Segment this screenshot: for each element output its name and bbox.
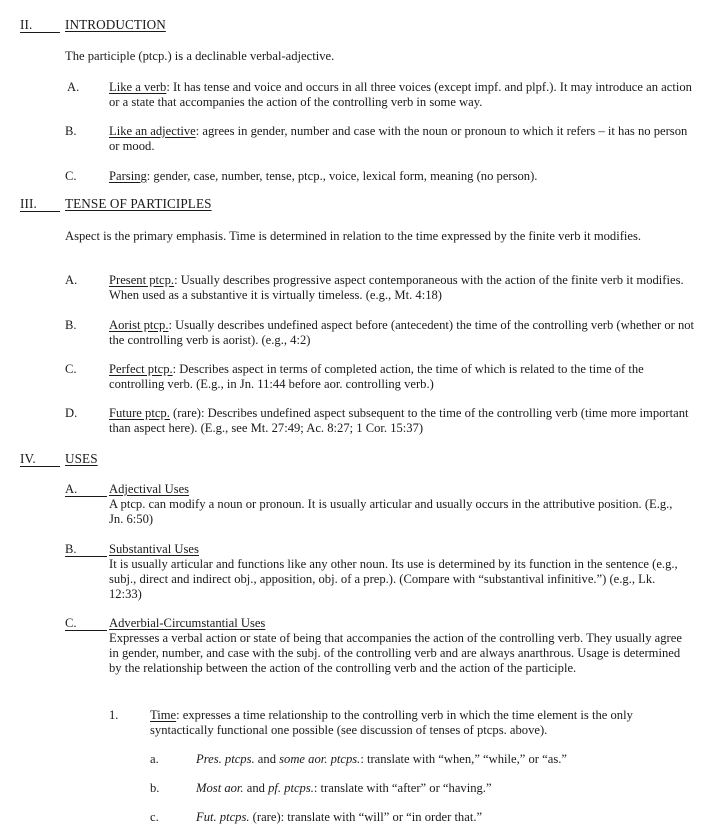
term: Time xyxy=(150,708,177,722)
rest: : translate with “after” or “having.” xyxy=(313,781,492,795)
section-4-item-c-letter-rule xyxy=(65,616,107,631)
section-2-title: INTRODUCTION xyxy=(65,17,166,32)
lead: Pres. ptcps. xyxy=(196,752,255,766)
section-3-item-c xyxy=(109,362,699,392)
section-4-item-b-heading: Substantival Uses xyxy=(109,542,199,556)
definition: : It has tense and voice and occurs in all three voices (except impf. and plpf.). It may introduce an action or a state that accompanies the action of the controlling verb in some way. xyxy=(109,80,692,109)
section-4-item-a-text: A ptcp. can modify a noun or pronoun. It is usually articular and usually occurs in the attributive position. (E.g., Jn. 6:50) xyxy=(109,497,673,526)
definition: : gender, case, number, tense, ptcp., voice, lexical form, meaning (no person). xyxy=(146,169,538,183)
definition: : Describes aspect in terms of completed action, the time of which is related to the time of the controlling verb. (E.g., in Jn. 11:44 before aor. controlling verb.) xyxy=(109,362,644,391)
section-4-item-a-letter: A. xyxy=(65,482,78,496)
section-2-number-rule xyxy=(20,17,60,33)
mid-italic: some aor. ptcps. xyxy=(279,752,361,766)
mid: and xyxy=(254,752,280,766)
lead: Fut. ptcps. xyxy=(196,810,250,824)
section-3-number-rule xyxy=(20,196,60,212)
term: Like an adjective xyxy=(109,124,196,138)
section-2-item-a-letter: A. xyxy=(67,80,80,94)
section-4-number-rule xyxy=(20,451,60,467)
section-2-item-b xyxy=(109,124,694,154)
term: Parsing xyxy=(109,169,147,183)
lead: Most aor. xyxy=(196,781,244,795)
subitem-b xyxy=(196,781,492,796)
section-4-item-b-text: It is usually articular and functions like any other noun. Its use is determined by its function in the sentence (e.g., subj., direct and indirect obj., apposition, obj. of a prep.). (Compare with “substantival infinitive.”) (e.g., Lk. 12:33) xyxy=(109,557,678,601)
section-3-item-a xyxy=(109,273,699,303)
mid-italic: pf. ptcps. xyxy=(268,781,314,795)
subitem-a xyxy=(196,752,567,767)
rest: (rare): translate with “will” or “in order that.” xyxy=(249,810,483,824)
definition: : agrees in gender, number and case with the noun or pronoun to which it refers – it has no person or mood. xyxy=(109,124,688,153)
mid: and xyxy=(243,781,269,795)
definition: : Usually describes progressive aspect contemporaneous with the action of the finite verb it modifies. When used as a substantive it is virtually timeless. (e.g., Mt. 4:18) xyxy=(109,273,684,302)
term: Perfect ptcp. xyxy=(109,362,173,376)
section-3-intro: Aspect is the primary emphasis. Time is determined in relation to the time expressed by the finite verb it modifies. xyxy=(65,229,642,243)
term: Future ptcp. xyxy=(109,406,170,420)
section-4-item-a-letter-rule xyxy=(65,482,107,497)
section-4-item-c-heading: Adverbial-Circumstantial Uses xyxy=(109,616,266,630)
term: Like a verb xyxy=(109,80,167,94)
section-3-title: TENSE OF PARTICIPLES xyxy=(65,196,212,211)
subitem-a-letter: a. xyxy=(150,752,159,766)
definition: : Usually describes undefined aspect before (antecedent) the time of the controlling verb (whether or not the controlling verb is aorist). (e.g., 4:2) xyxy=(109,318,695,347)
section-3-item-b-letter: B. xyxy=(65,318,77,332)
section-4-item-c-text: Expresses a verbal action or state of being that accompanies the action of the controlling verb. They usually agree in gender, number, and case with the subj. of the controlling verb and are always anarthrous. Usage is determined by the relationship between the action of the controlling verb and the action of the participle. xyxy=(109,631,682,675)
section-4-item-a-heading: Adjectival Uses xyxy=(109,482,190,496)
section-4-item-c-letter: C. xyxy=(65,616,77,630)
term: Present ptcp. xyxy=(109,273,175,287)
section-3-number: III. xyxy=(20,196,37,211)
rest: : translate with “when,” “while,” or “as.” xyxy=(360,752,567,766)
subitem-c xyxy=(196,810,482,825)
section-4-c-1 xyxy=(150,708,695,738)
section-3-item-c-letter: C. xyxy=(65,362,77,376)
section-2-item-a xyxy=(109,80,694,110)
section-2-item-b-letter: B. xyxy=(65,124,77,138)
subitem-c-letter: c. xyxy=(150,810,159,824)
section-2-item-c-letter: C. xyxy=(65,169,77,183)
section-4-title: USES xyxy=(65,451,98,466)
section-4-number: IV. xyxy=(20,451,36,466)
section-2-item-c xyxy=(109,169,694,184)
section-3-item-d-letter: D. xyxy=(65,406,78,420)
section-4-c-1-number: 1. xyxy=(109,708,119,722)
section-3-item-d xyxy=(109,406,699,436)
section-4-item-b-letter: B. xyxy=(65,542,77,556)
section-3-item-a-letter: A. xyxy=(65,273,78,287)
section-2-intro: The participle (ptcp.) is a declinable verbal-adjective. xyxy=(65,49,335,63)
term: Aorist ptcp. xyxy=(109,318,169,332)
section-3-item-b xyxy=(109,318,699,348)
subitem-b-letter: b. xyxy=(150,781,160,795)
definition: : expresses a time relationship to the controlling verb in which the time element is the only syntactically functional one possible (see discussion of tenses of ptcps. above). xyxy=(150,708,633,737)
section-2-number: II. xyxy=(20,17,33,32)
section-4-item-b-letter-rule xyxy=(65,542,107,557)
definition: (rare): Describes undefined aspect subsequent to the time of the controlling verb (time more important than aspect here). (E.g., see Mt. 27:49; Ac. 8:27; 1 Cor. 15:37) xyxy=(109,406,689,435)
